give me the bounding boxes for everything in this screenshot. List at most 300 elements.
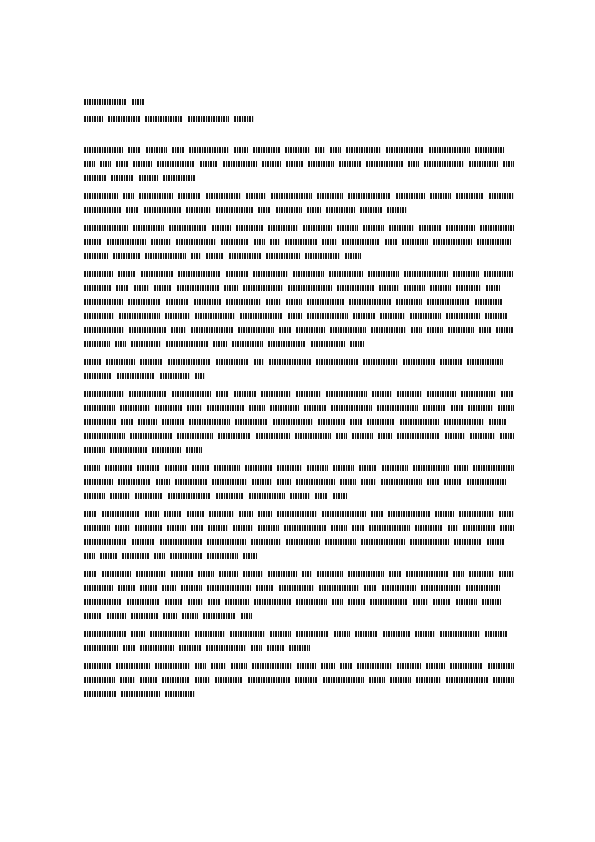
text-word	[186, 207, 211, 213]
text-word	[253, 147, 280, 153]
text-word	[141, 271, 173, 277]
text-word	[162, 419, 184, 425]
text-word	[216, 207, 253, 213]
text-word	[216, 359, 249, 365]
paragraph	[84, 568, 514, 624]
text-word	[284, 525, 326, 531]
text-line	[84, 282, 514, 296]
text-word	[245, 465, 272, 471]
text-word	[346, 147, 381, 153]
text-word	[133, 161, 152, 167]
text-word	[120, 677, 135, 683]
text-word	[248, 677, 290, 683]
text-word	[326, 391, 367, 397]
text-word	[118, 585, 135, 591]
text-word	[337, 285, 374, 291]
text-word	[134, 285, 149, 291]
text-word	[226, 299, 261, 305]
text-word	[169, 225, 207, 231]
text-word	[419, 225, 441, 231]
text-word	[126, 207, 139, 213]
text-word	[84, 253, 108, 259]
paragraph	[84, 628, 514, 656]
text-word	[178, 193, 201, 199]
text-word	[119, 313, 160, 319]
text-word	[467, 359, 503, 365]
text-word	[302, 571, 312, 577]
text-line	[84, 222, 514, 236]
text-word	[480, 225, 514, 231]
text-word	[160, 539, 202, 545]
text-line	[84, 416, 514, 430]
text-word	[352, 433, 373, 439]
text-word	[503, 161, 514, 167]
text-word	[333, 465, 354, 471]
text-word	[267, 645, 284, 651]
text-word	[329, 271, 363, 277]
text-word	[84, 341, 110, 347]
text-line	[84, 268, 514, 282]
text-word	[258, 525, 279, 531]
text-word	[84, 391, 124, 397]
text-word	[368, 271, 399, 277]
text-word	[224, 285, 238, 291]
text-word	[105, 465, 132, 471]
text-word	[249, 493, 285, 499]
text-word	[212, 225, 231, 231]
text-word	[357, 663, 392, 669]
text-word	[466, 585, 500, 591]
text-word	[349, 299, 391, 305]
text-word	[207, 405, 244, 411]
text-word	[84, 239, 102, 245]
text-word	[388, 511, 430, 517]
text-word	[140, 585, 157, 591]
text-word	[270, 239, 280, 245]
text-word	[348, 571, 384, 577]
text-word	[489, 419, 507, 425]
text-word	[397, 433, 440, 439]
text-word	[131, 613, 158, 619]
text-word	[238, 327, 274, 333]
text-word	[446, 677, 488, 683]
text-word	[468, 405, 493, 411]
text-word	[381, 479, 422, 485]
text-line	[84, 522, 514, 536]
text-word	[145, 511, 159, 517]
text-word	[160, 373, 190, 379]
paragraph	[84, 222, 514, 264]
text-word	[207, 539, 246, 545]
text-word	[251, 645, 262, 651]
text-word	[254, 359, 264, 365]
text-line	[84, 628, 514, 642]
text-word	[118, 271, 136, 277]
text-word	[84, 193, 118, 199]
text-word	[200, 161, 218, 167]
text-word	[304, 405, 326, 411]
text-word	[336, 433, 347, 439]
text-word	[360, 207, 382, 213]
text-word	[303, 225, 332, 231]
text-word	[445, 433, 465, 439]
text-line	[84, 660, 514, 674]
text-word	[170, 553, 202, 559]
text-word	[350, 341, 364, 347]
text-word	[130, 433, 172, 439]
text-word	[345, 253, 361, 259]
text-word	[317, 571, 343, 577]
text-word	[110, 493, 130, 499]
text-line	[84, 190, 514, 204]
text-line	[84, 144, 514, 158]
text-word	[470, 433, 495, 439]
text-word	[131, 631, 145, 637]
text-word	[319, 585, 359, 591]
text-word	[433, 239, 472, 245]
text-line	[84, 430, 514, 444]
text-word	[451, 405, 463, 411]
text-word	[128, 299, 161, 305]
text-word	[268, 225, 298, 231]
text-word	[232, 341, 263, 347]
text-word	[361, 539, 405, 545]
text-word	[488, 663, 514, 669]
text-word	[186, 447, 202, 453]
text-word	[295, 433, 331, 439]
text-word	[296, 391, 321, 397]
text-word	[84, 691, 116, 697]
text-word	[404, 285, 425, 291]
text-word	[84, 161, 95, 167]
text-word	[396, 299, 422, 305]
text-word	[208, 525, 228, 531]
text-word	[308, 161, 334, 167]
text-line	[84, 462, 514, 476]
text-word	[334, 631, 350, 637]
text-word	[154, 285, 172, 291]
text-word	[106, 359, 135, 365]
text-word	[387, 207, 407, 213]
text-word	[206, 193, 241, 199]
text-word	[150, 631, 190, 637]
text-line	[84, 310, 514, 324]
text-word	[195, 631, 225, 637]
text-word	[123, 193, 134, 199]
text-word	[322, 239, 337, 245]
text-word	[397, 663, 421, 669]
text-word	[482, 599, 501, 605]
text-word	[369, 525, 410, 531]
text-word	[84, 465, 100, 471]
text-word	[162, 677, 190, 683]
text-word	[416, 677, 441, 683]
text-word	[84, 327, 124, 333]
text-word	[261, 391, 291, 397]
text-word	[382, 585, 416, 591]
text-word	[411, 327, 422, 333]
text-word	[364, 585, 377, 591]
text-word	[181, 585, 202, 591]
text-word	[139, 193, 173, 199]
text-word	[254, 599, 291, 605]
text-word	[410, 313, 441, 319]
text-word	[277, 465, 302, 471]
text-word	[435, 511, 454, 517]
text-word	[116, 161, 128, 167]
text-word	[194, 299, 221, 305]
text-word	[165, 465, 187, 471]
paragraph	[84, 508, 514, 564]
text-word	[493, 677, 514, 683]
text-word	[84, 645, 118, 651]
text-word	[499, 571, 514, 577]
text-word	[172, 147, 184, 153]
text-word	[307, 207, 321, 213]
text-word	[254, 239, 265, 245]
text-word	[84, 571, 97, 577]
text-word	[415, 631, 435, 637]
text-word	[317, 193, 343, 199]
text-word	[187, 511, 204, 517]
text-word	[340, 663, 352, 669]
text-word	[315, 147, 325, 153]
text-word	[84, 663, 111, 669]
text-line	[84, 490, 514, 504]
text-word	[182, 613, 198, 619]
text-line	[84, 402, 514, 416]
text-word	[107, 239, 146, 245]
text-line	[84, 642, 514, 656]
text-word	[219, 571, 238, 577]
text-word	[367, 419, 395, 425]
text-line	[84, 370, 514, 384]
text-word	[165, 691, 195, 697]
text-word	[140, 359, 163, 365]
text-word	[100, 553, 117, 559]
text-word	[296, 599, 327, 605]
text-word	[84, 271, 113, 277]
text-line	[84, 356, 514, 370]
text-word	[165, 313, 190, 319]
text-word	[187, 405, 202, 411]
text-word	[323, 677, 364, 683]
text-word	[133, 225, 164, 231]
text-word	[332, 599, 343, 605]
document-body	[84, 144, 514, 706]
text-word	[339, 161, 361, 167]
paragraph	[84, 660, 514, 702]
text-word	[348, 193, 391, 199]
text-word	[84, 405, 115, 411]
text-word	[84, 175, 106, 181]
text-word	[361, 479, 376, 485]
text-word	[175, 479, 207, 485]
text-word	[316, 359, 358, 365]
text-word	[288, 313, 302, 319]
text-word	[363, 359, 398, 365]
text-word	[372, 391, 392, 397]
text-word	[459, 511, 494, 517]
text-word	[290, 493, 310, 499]
text-word	[129, 327, 166, 333]
text-word	[189, 419, 230, 425]
text-word	[403, 359, 435, 365]
text-word	[331, 405, 372, 411]
text-word	[215, 677, 243, 683]
text-word	[288, 285, 332, 291]
text-word	[266, 299, 281, 305]
text-word	[454, 539, 482, 545]
text-word	[296, 631, 329, 637]
text-word	[115, 341, 126, 347]
text-word	[413, 465, 449, 471]
text-word	[145, 116, 183, 122]
text-word	[188, 599, 203, 605]
text-word	[127, 599, 160, 605]
text-word	[84, 225, 128, 231]
text-word	[406, 571, 448, 577]
text-word	[415, 525, 443, 531]
text-word	[163, 175, 195, 181]
text-word	[120, 405, 150, 411]
paragraph	[84, 388, 514, 458]
text-word	[340, 479, 356, 485]
text-word	[84, 585, 113, 591]
text-word	[243, 571, 263, 577]
text-word	[191, 525, 203, 531]
text-word	[473, 465, 514, 471]
text-word	[115, 525, 130, 531]
text-word	[191, 327, 233, 333]
text-word	[145, 253, 186, 259]
text-word	[352, 525, 364, 531]
text-word	[279, 327, 291, 333]
text-word	[235, 419, 268, 425]
text-word	[239, 511, 253, 517]
text-word	[453, 271, 479, 277]
text-word	[179, 645, 201, 651]
text-word	[273, 419, 313, 425]
text-word	[155, 405, 182, 411]
text-word	[168, 493, 211, 499]
text-word	[467, 479, 506, 485]
text-word	[426, 663, 445, 669]
text-word	[475, 299, 503, 305]
text-word	[246, 193, 266, 199]
text-word	[84, 116, 103, 122]
text-word	[223, 161, 257, 167]
text-word	[116, 285, 129, 291]
text-word	[209, 511, 234, 517]
text-word	[251, 539, 281, 545]
text-word	[252, 663, 292, 669]
text-word	[413, 599, 428, 605]
text-word	[342, 239, 380, 245]
text-word	[297, 663, 316, 669]
text-word	[151, 239, 171, 245]
text-line	[84, 172, 514, 186]
text-word	[132, 99, 144, 105]
text-word	[279, 585, 314, 591]
text-word	[486, 285, 500, 291]
text-word	[135, 525, 162, 531]
text-line	[84, 204, 514, 218]
text-word	[270, 631, 291, 637]
text-word	[276, 207, 302, 213]
text-word	[296, 327, 325, 333]
text-word	[446, 225, 475, 231]
text-word	[311, 341, 345, 347]
text-word	[498, 405, 514, 411]
text-line	[84, 688, 514, 702]
text-word	[378, 433, 392, 439]
text-word	[191, 253, 201, 259]
text-word	[218, 433, 251, 439]
text-word	[192, 465, 209, 471]
text-word	[424, 161, 464, 167]
text-word	[448, 525, 458, 531]
text-word	[118, 479, 151, 485]
text-word	[333, 493, 347, 499]
text-word	[389, 571, 401, 577]
text-word	[102, 511, 140, 517]
text-word	[410, 539, 449, 545]
text-word	[214, 465, 240, 471]
text-word	[322, 511, 366, 517]
text-word	[155, 663, 190, 669]
text-word	[84, 493, 105, 499]
text-word	[469, 161, 498, 167]
text-word	[216, 493, 244, 499]
text-word	[496, 327, 514, 333]
text-word	[389, 225, 414, 231]
text-word	[359, 465, 377, 471]
text-word	[116, 663, 150, 669]
text-word	[84, 447, 105, 453]
text-word	[350, 419, 362, 425]
text-word	[240, 313, 283, 319]
text-word	[177, 285, 219, 291]
text-word	[206, 645, 246, 651]
text-word	[113, 253, 140, 259]
text-word	[331, 525, 347, 531]
text-word	[84, 631, 126, 637]
text-word	[234, 147, 248, 153]
text-word	[108, 116, 140, 122]
text-word	[427, 327, 443, 333]
text-word	[84, 359, 101, 365]
text-word	[258, 207, 271, 213]
text-line	[84, 582, 514, 596]
text-word	[489, 193, 514, 199]
text-line	[84, 324, 514, 338]
text-word	[152, 447, 181, 453]
text-word	[456, 285, 481, 291]
text-word	[390, 677, 411, 683]
text-word	[84, 479, 113, 485]
text-word	[386, 147, 424, 153]
text-word	[195, 373, 205, 379]
text-word	[315, 493, 328, 499]
text-word	[266, 253, 300, 259]
text-line	[84, 536, 514, 550]
text-word	[100, 161, 111, 167]
text-word	[463, 525, 495, 531]
text-word	[140, 645, 174, 651]
text-word	[382, 465, 408, 471]
text-word	[433, 599, 451, 605]
